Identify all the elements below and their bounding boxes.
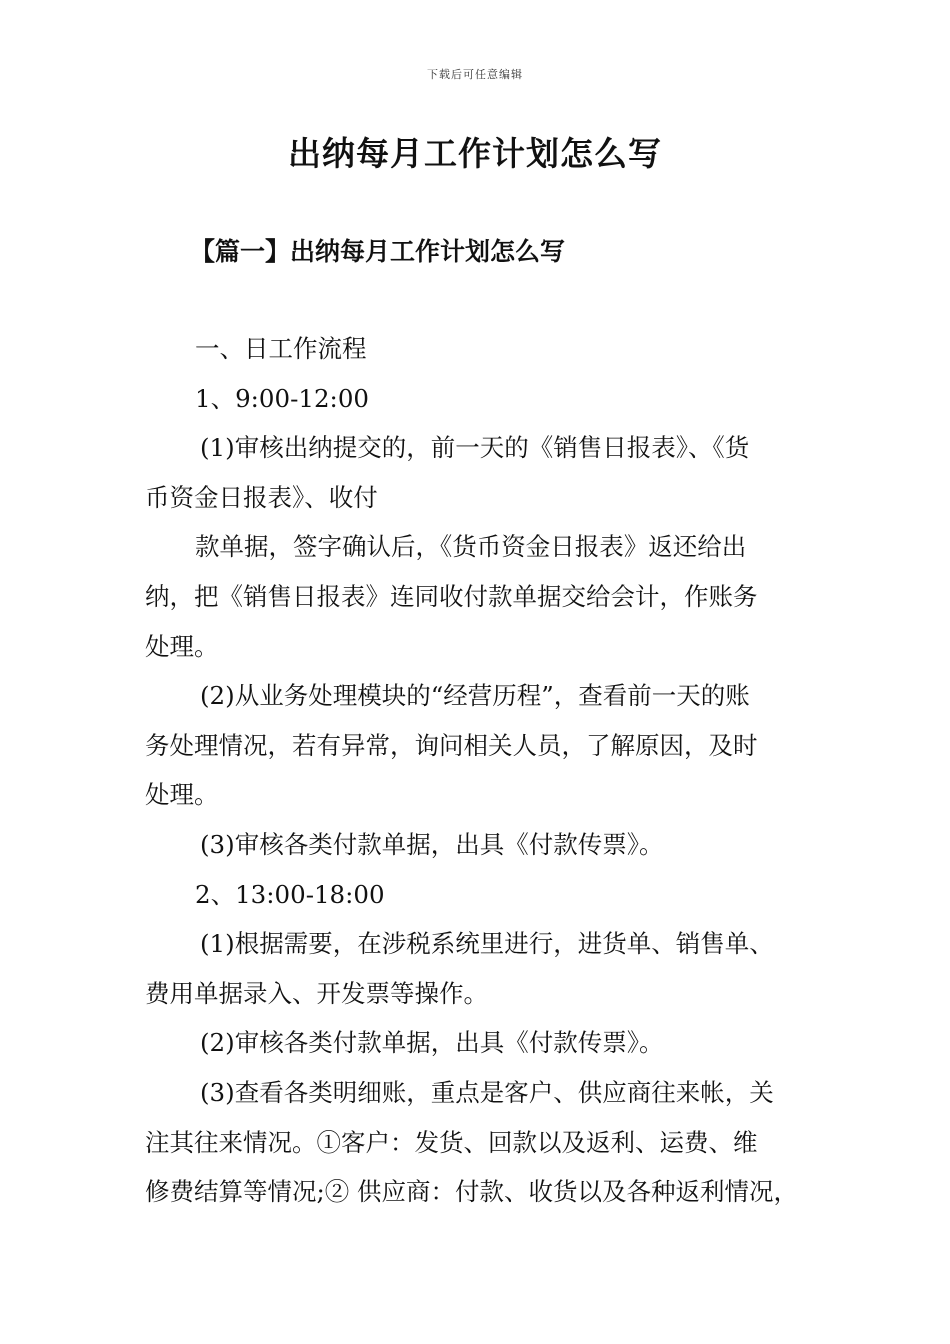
paragraph-line: (1)审核出纳提交的，前一天的《销售日报表》、《货 bbox=[200, 433, 750, 463]
time-slot-afternoon: 2、13:00-18:00 bbox=[195, 879, 385, 909]
paragraph-line: 务处理情况，若有异常，询问相关人员，了解原因，及时 bbox=[145, 730, 758, 760]
section-title: 【篇一】出纳每月工作计划怎么写 bbox=[190, 237, 566, 266]
paragraph-line: (2)从业务处理模块的“经营历程”，查看前一天的账 bbox=[200, 681, 750, 711]
paragraph-line: (2)审核各类付款单据，出具《付款传票》。 bbox=[200, 1028, 664, 1058]
document-title: 出纳每月工作计划怎么写 bbox=[288, 134, 662, 173]
paragraph-line: (3)查看各类明细账，重点是客户、供应商往来帐，关 bbox=[200, 1077, 774, 1107]
paragraph-line: 注其往来情况。①客户：发货、回款以及返利、运费、维 bbox=[145, 1127, 758, 1157]
paragraph-line: (3)审核各类付款单据，出具《付款传票》。 bbox=[200, 829, 664, 859]
paragraph-line: 修费结算等情况;② 供应商：付款、收货以及各种返利情况， bbox=[145, 1177, 799, 1207]
paragraph-line: 处理。 bbox=[145, 780, 219, 810]
paragraph-line: (1)根据需要，在涉税系统里进行，进货单、销售单、 bbox=[200, 929, 774, 959]
heading-daily-workflow: 一、日工作流程 bbox=[195, 334, 367, 363]
download-note: 下载后可任意编辑 bbox=[427, 68, 523, 81]
paragraph-line: 币资金日报表》、收付 bbox=[145, 482, 378, 512]
document-body bbox=[145, 324, 813, 1217]
paragraph-line: 款单据，签字确认后，《货币资金日报表》返还给出 bbox=[195, 532, 747, 562]
paragraph-line: 纳，把《销售日报表》连同收付款单据交给会计，作账务 bbox=[145, 581, 758, 611]
paragraph-line: 费用单据录入、开发票等操作。 bbox=[145, 978, 488, 1008]
time-slot-morning: 1、9:00-12:00 bbox=[195, 383, 369, 413]
paragraph-line: 处理。 bbox=[145, 631, 219, 661]
